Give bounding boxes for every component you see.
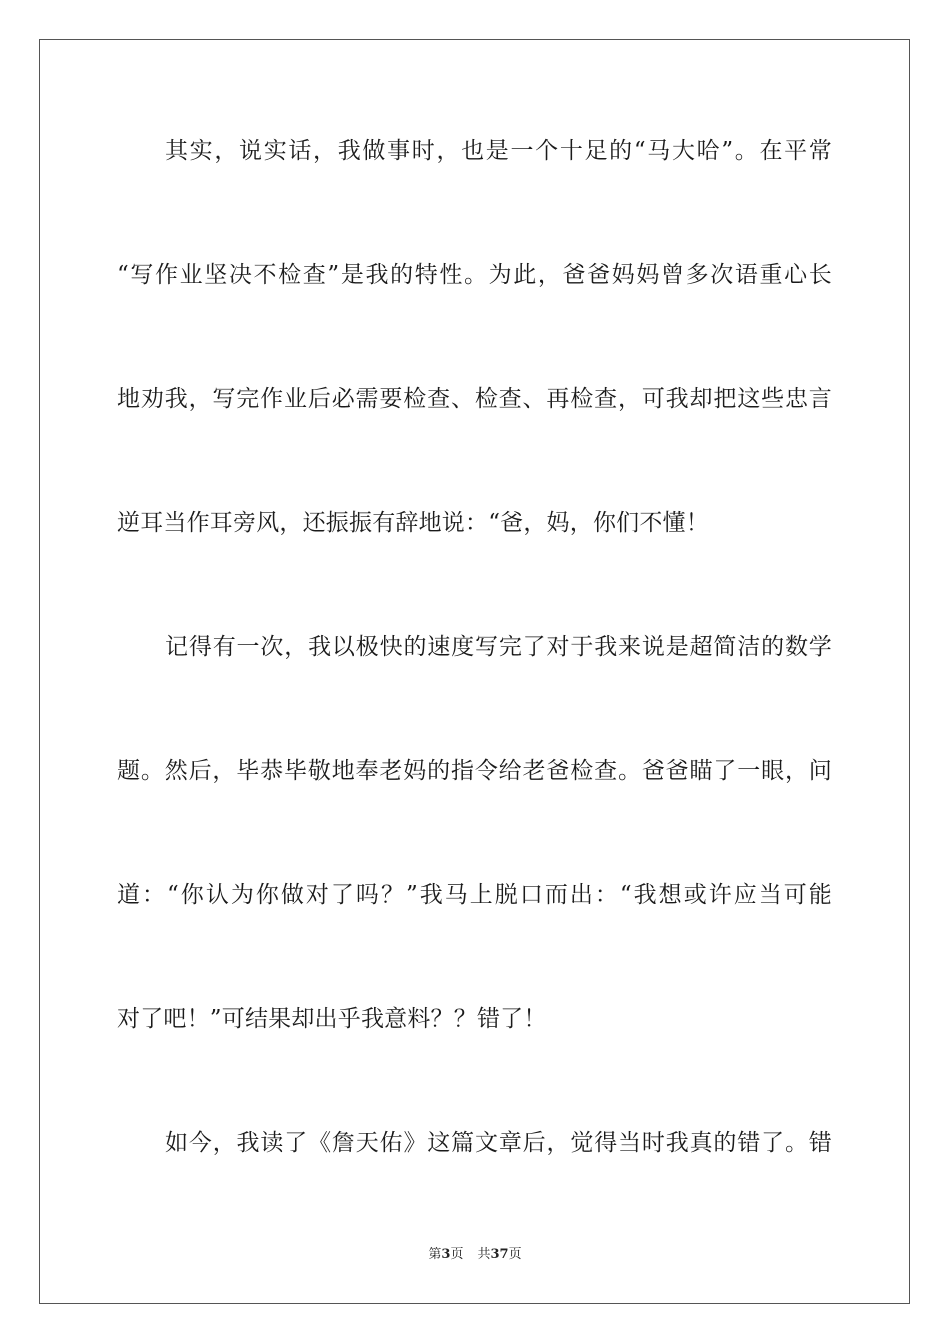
paragraph-line-3: 地劝我，写完作业后必需要检查、检查、再检查，可我却把这些忠言 xyxy=(117,386,832,412)
paragraph-line-7: 道：“你认为你做对了吗？”我马上脱口而出：“我想或许应当可能 xyxy=(117,882,832,908)
page-suffix: 页 xyxy=(450,1247,464,1262)
page-number: 3 xyxy=(441,1247,451,1262)
paragraph-line-2: “写作业坚决不检查”是我的特性。为此，爸爸妈妈曾多次语重心长 xyxy=(117,262,832,288)
paragraph-line-6: 题。然后，毕恭毕敬地奉老妈的指令给老爸检查。爸爸瞄了一眼，问 xyxy=(117,758,832,784)
page-prefix: 第 xyxy=(428,1247,442,1262)
page-footer xyxy=(0,1247,950,1263)
page-border xyxy=(39,39,910,1304)
paragraph-line-9: 如今，我读了《詹天佑》这篇文章后，觉得当时我真的错了。错 xyxy=(165,1130,832,1156)
total-prefix: 共 xyxy=(477,1247,491,1262)
total-suffix: 页 xyxy=(508,1247,522,1262)
paragraph-line-8: 对了吧！”可结果却出乎我意料？？错了！ xyxy=(117,1006,547,1032)
paragraph-line-4: 逆耳当作耳旁风，还振振有辞地说：“爸，妈，你们不懂！ xyxy=(117,510,709,536)
paragraph-line-1: 其实，说实话，我做事时，也是一个十足的“马大哈”。在平常 xyxy=(165,138,832,164)
paragraph-line-5: 记得有一次，我以极快的速度写完了对于我来说是超简洁的数学 xyxy=(165,634,832,660)
total-pages: 37 xyxy=(490,1247,509,1262)
